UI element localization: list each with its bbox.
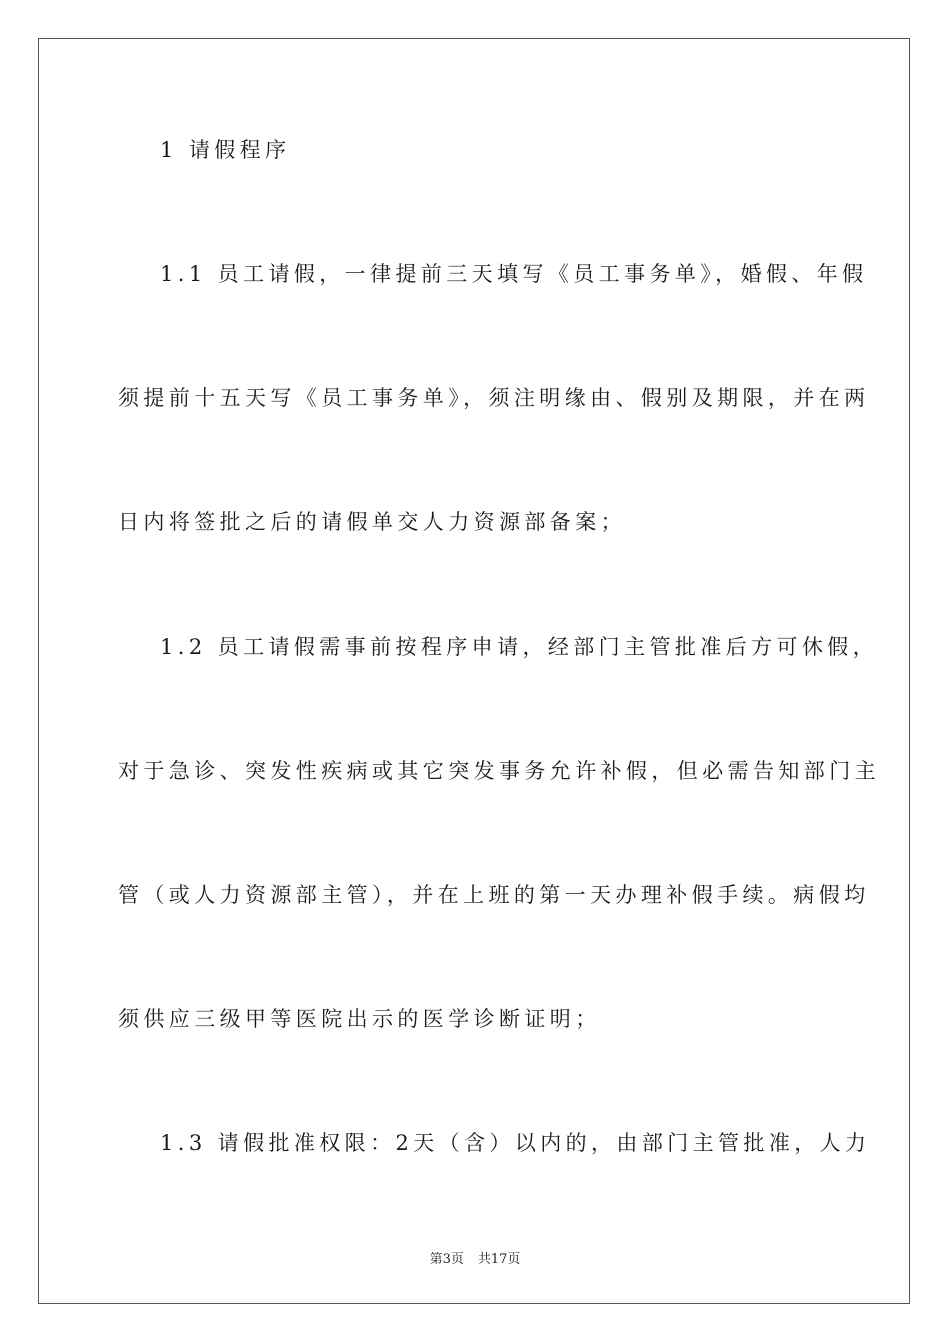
page-number: 第3页 [429, 1252, 464, 1267]
paragraph-line: 须提前十五天写《员工事务单》，须注明缘由、假别及期限，并在两 [118, 386, 870, 410]
page-total: 共17页 [477, 1252, 521, 1267]
paragraph-line: 管（或人力资源部主管），并在上班的第一天办理补假手续。病假均 [118, 883, 870, 907]
paragraph-line: 1.1 员工请假，一律提前三天填写《员工事务单》，婚假、年假 [160, 262, 868, 286]
section-heading: 1 请假程序 [160, 138, 291, 162]
paragraph-line: 日内将签批之后的请假单交人力资源部备案； [118, 510, 626, 534]
paragraph-line: 须供应三级甲等医院出示的医学诊断证明； [118, 1007, 601, 1031]
paragraph-line: 1.3 请假批准权限：2天（含）以内的，由部门主管批准，人力 [160, 1131, 871, 1155]
page-border [38, 38, 910, 1304]
page-footer [0, 1248, 950, 1267]
paragraph-line: 1.2 员工请假需事前按程序申请，经部门主管批准后方可休假， [160, 635, 879, 659]
paragraph-line: 对于急诊、突发性疾病或其它突发事务允许补假，但必需告知部门主 [118, 759, 880, 783]
